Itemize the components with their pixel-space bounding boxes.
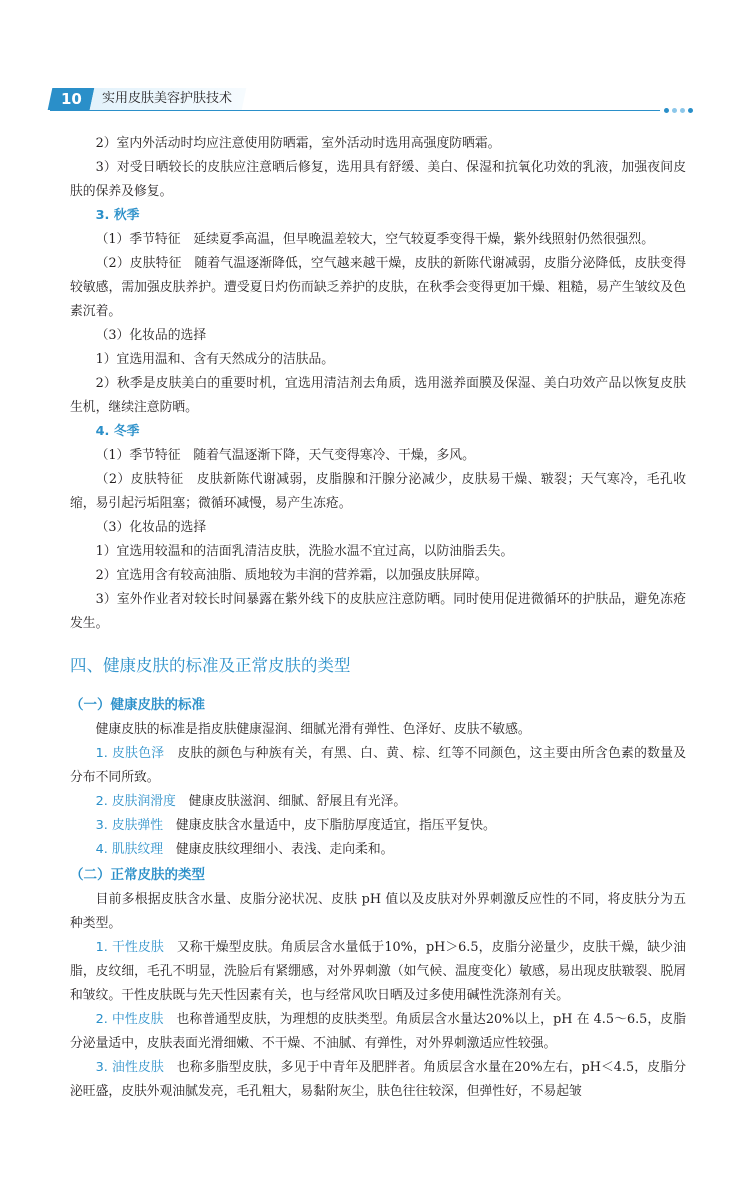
paragraph: （1）季节特征 延续夏季高温，但早晚温差较大，空气较夏季变得干燥，紫外线照射仍然很强烈。 [95, 232, 655, 247]
paragraph: 3）室外作业者对较长时间暴露在紫外线下的皮肤应注意防晒。同时使用促进微循环的护肤品，避免冻疮发生。 [70, 592, 686, 631]
list-item: 4. 肌肤纹理 健康皮肤纹理细小、表浅、走向柔和。 [95, 842, 394, 857]
subsection-title: （二）正常皮肤的类型 [70, 867, 205, 883]
list-item: 2. 中性皮肤 也称普通型皮肤，为理想的皮肤类型。角质层含水量达20%以上，pH 在 4.5～6.5，皮脂分泌量适中，皮肤表面光滑细嫩、不干燥、不油腻、有弹性，对外界刺激适应性较强。 [70, 1012, 687, 1051]
header-dots-ornament [664, 107, 693, 113]
subsection-title: （一）健康皮肤的标准 [70, 697, 205, 713]
paragraph: （2）皮肤特征 随着气温逐渐降低，空气越来越干燥，皮肤的新陈代谢减弱，皮脂分泌降低，皮肤变得较敏感，需加强皮肤养护。遭受夏日灼伤而缺乏养护的皮肤，在秋季会变得更加干燥、粗糙，易产生皱纹及色素沉着。 [70, 256, 686, 319]
paragraph: （2）皮肤特征 皮肤新陈代谢减弱，皮脂腺和汗腺分泌减少，皮肤易干燥、皲裂；天气寒冷，毛孔收缩，易引起污垢阻塞；微循环减慢，易产生冻疮。 [70, 472, 686, 511]
list-item: 3. 油性皮肤 也称多脂型皮肤，多见于中青年及肥胖者。角质层含水量在20%左右，pH＜4.5，皮脂分泌旺盛，皮肤外观油腻发亮，毛孔粗大，易黏附灰尘，肤色往往较深，但弹性好，不易起皱 [70, 1060, 686, 1099]
heading-winter: 4. 冬季 [95, 424, 140, 439]
list-item: 1. 干性皮肤 又称干燥型皮肤。角质层含水量低于10%，pH＞6.5，皮脂分泌量少，皮肤干燥，缺少油脂，皮纹细，毛孔不明显，洗脸后有紧绷感，对外界刺激（如气候、温度变化）敏感，易出现皮肤皲裂、脱屑和皱纹。干性皮肤既与先天性因素有关，也与经常风吹日晒及过多使用碱性洗涤剂有关。 [70, 940, 686, 1003]
page-number: 10 [48, 88, 95, 110]
paragraph: （3）化妆品的选择 [95, 520, 207, 535]
heading-autumn: 3. 秋季 [95, 208, 140, 223]
list-item: 2. 皮肤润滑度 健康皮肤滋润、细腻、舒展且有光泽。 [95, 794, 407, 809]
page-body [70, 132, 686, 1104]
section-title: 四、健康皮肤的标准及正常皮肤的类型 [70, 656, 351, 675]
paragraph: （3）化妆品的选择 [95, 328, 207, 343]
paragraph: 2）秋季是皮肤美白的重要时机，宜选用清洁剂去角质，选用滋养面膜及保湿、美白功效产品以恢复皮肤生机，继续注意防晒。 [70, 376, 686, 415]
paragraph: （1）季节特征 随着气温逐渐下降，天气变得寒冷、干燥，多风。 [95, 448, 475, 463]
paragraph: 目前多根据皮肤含水量、皮脂分泌状况、皮肤 pH 值以及皮肤对外界刺激反应性的不同，将皮肤分为五种类型。 [70, 892, 686, 931]
list-item: 1. 皮肤色泽 皮肤的颜色与种族有关，有黑、白、黄、棕、红等不同颜色，这主要由所含色素的数量及分布不同所致。 [70, 746, 687, 785]
paragraph: 2）室内外活动时均应注意使用防晒霜，室外活动时选用高强度防晒霜。 [95, 136, 501, 151]
paragraph: 健康皮肤的标准是指皮肤健康湿润、细腻光滑有弹性、色泽好、皮肤不敏感。 [95, 722, 531, 737]
paragraph: 3）对受日晒较长的皮肤应注意晒后修复，选用具有舒缓、美白、保湿和抗氧化功效的乳液，加强夜间皮肤的保养及修复。 [70, 160, 686, 199]
paragraph: 1）宜选用较温和的洁面乳清洁皮肤，洗脸水温不宜过高，以防油脂丢失。 [95, 544, 514, 559]
running-header [0, 82, 750, 112]
header-rule [50, 110, 660, 111]
paragraph: 1）宜选用温和、含有天然成分的洁肤品。 [95, 352, 335, 367]
book-title: 实用皮肤美容护肤技术 [90, 88, 247, 110]
list-item: 3. 皮肤弹性 健康皮肤含水量适中，皮下脂肪厚度适宜，指压平复快。 [95, 818, 496, 833]
paragraph: 2）宜选用含有较高油脂、质地较为丰润的营养霜，以加强皮肤屏障。 [95, 568, 488, 583]
